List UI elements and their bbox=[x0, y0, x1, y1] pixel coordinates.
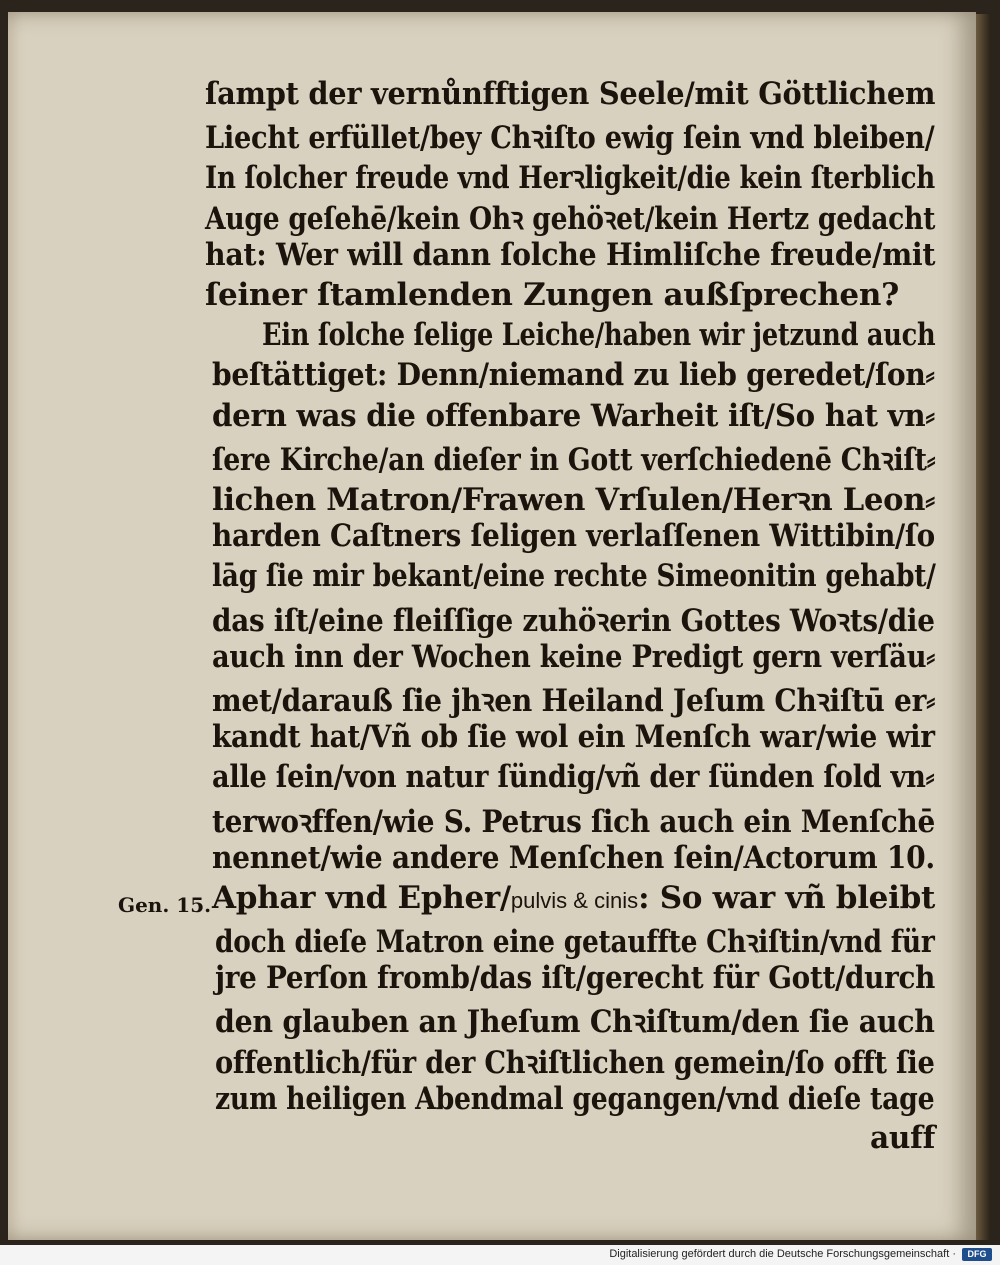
text-line: beſtättiget: Denn/niemand zu lieb geredet/ſon⸗ bbox=[212, 357, 935, 393]
text-line: lāg ſie mir bekant/eine rechte Simeonitin gehabt/ bbox=[212, 558, 936, 594]
text-line: met/darauß ſie jhꝛen Heiland Jeſum Chꝛiſtū er⸗ bbox=[212, 683, 936, 719]
text-line: harden Caſtners ſeligen verlaſſenen Wittibin/ſo bbox=[212, 518, 935, 554]
text-line: ſampt der vernůnfftigen Seele/mit Göttlichem bbox=[205, 76, 936, 112]
text-line-part: : So war vñ bleibt bbox=[638, 880, 935, 916]
text-line: das iſt/eine fleiſſige zuhöꝛerin Gottes Woꝛts/die bbox=[212, 603, 935, 639]
funding-notice: Digitalisierung gefördert durch die Deutsche Forschungsgemeinschaft · bbox=[609, 1248, 956, 1260]
text-line: jre Perſon fromb/das iſt/gerecht für Gott/durch bbox=[215, 960, 936, 996]
text-line: nennet/wie andere Menſchen ſein/Actorum 10. bbox=[212, 840, 935, 876]
text-line: zum heiligen Abendmal gegangen/vnd dieſe tage bbox=[215, 1081, 935, 1117]
catchword: auff bbox=[870, 1120, 936, 1156]
text-line: In ſolcher freude vnd Herꝛligkeit/die kein ſterblich bbox=[205, 160, 935, 196]
text-line: dern was die offenbare Warheit iſt/So hat vn⸗ bbox=[212, 398, 935, 434]
text-line: hat: Wer will dann ſolche Himliſche freude/mit bbox=[205, 237, 936, 273]
text-line-with-latin bbox=[212, 880, 935, 916]
margin-note: Gen. 15. bbox=[118, 893, 212, 917]
dfg-logo: DFG bbox=[962, 1248, 992, 1261]
text-line: alle ſein/von natur ſündig/vñ der ſünden ſold vn⸗ bbox=[212, 759, 935, 795]
text-line: terwoꝛffen/wie S. Petrus ſich auch ein Menſchē bbox=[212, 804, 935, 840]
text-line: lichen Matron/Frawen Vrſulen/Herꝛn Leon⸗ bbox=[212, 482, 936, 518]
text-line: doch dieſe Matron eine getauffte Chꝛiſtin/vnd für bbox=[215, 924, 935, 960]
text-line: Auge geſehē/kein Ohꝛ gehöꝛet/kein Hertz gedacht bbox=[205, 201, 936, 237]
text-line: auch inn der Wochen keine Predigt gern verſäu⸗ bbox=[212, 639, 936, 675]
text-line: offentlich/für der Chꝛiſtlichen gemein/ſo offt ſie bbox=[215, 1045, 935, 1081]
text-line: Ein ſolche ſelige Leiche/haben wir jetzund auch bbox=[262, 317, 936, 353]
text-line: ſeiner ſtamlenden Zungen außſprechen? bbox=[205, 277, 899, 313]
footer-bar bbox=[0, 1245, 1000, 1265]
text-line: ſere Kirche/an dieſer in Gott verſchiedenē Chꝛiſt⸗ bbox=[212, 442, 936, 478]
latin-phrase: pulvis & cinis bbox=[510, 888, 639, 913]
text-line-part: Aphar vnd Epher/ bbox=[212, 880, 511, 916]
text-line: Liecht erfüllet/bey Chꝛiſto ewig ſein vnd bleiben/ bbox=[205, 120, 935, 156]
page-edge bbox=[976, 14, 990, 1240]
text-line: den glauben an Jheſum Chꝛiſtum/den ſie auch bbox=[215, 1004, 935, 1040]
text-line: kandt hat/Vñ ob ſie wol ein Menſch war/wie wir bbox=[212, 719, 935, 755]
